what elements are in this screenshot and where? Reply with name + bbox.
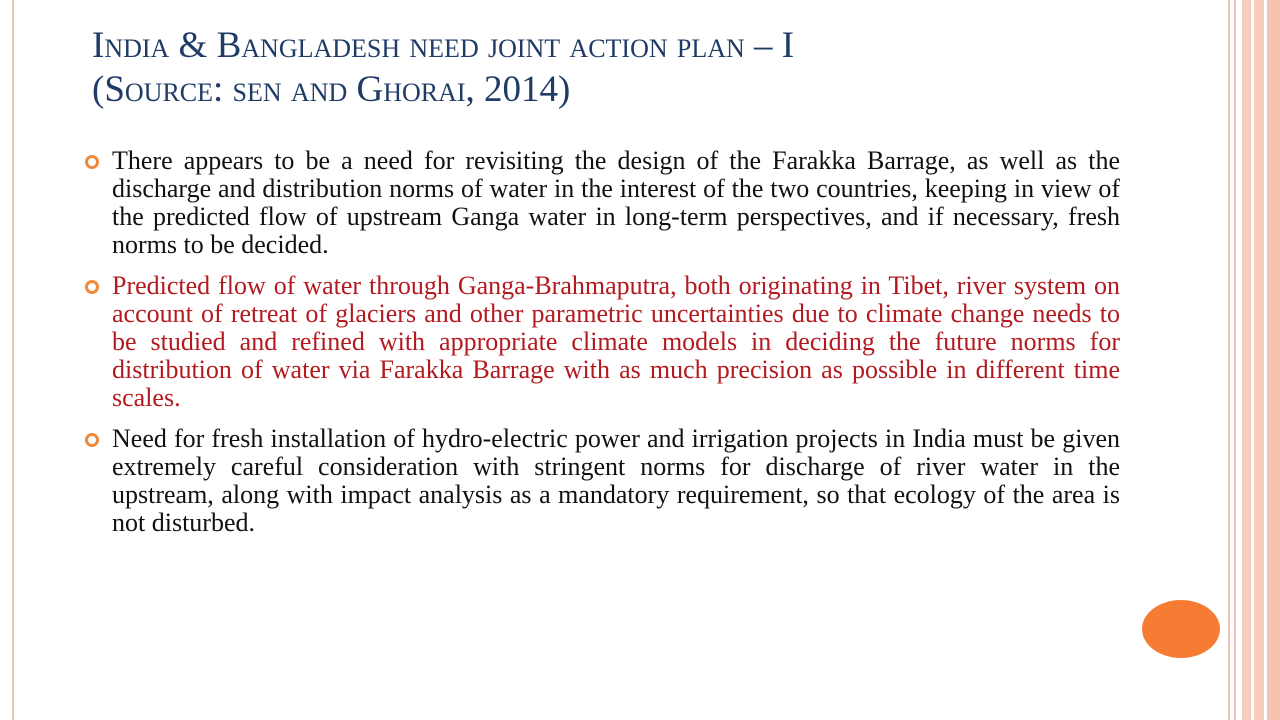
stripe xyxy=(1267,0,1280,720)
bullet-text: Need for fresh installation of hydro-electric power and irrigation projects in India must be given extremely careful consideration with stringent norms for discharge of river water in the upstream, along with impact analysis as a mandatory requirement, so that ecology of the area is not disturbed. xyxy=(112,424,1120,537)
bullet-text: Predicted flow of water through Ganga-Brahmaputra, both originating in Tibet, river system on account of retreat of glaciers and other parametric uncertainties due to climate change needs to be studied and refined with appropriate climate models in deciding the future norms for distribution of water via Farakka Barrage with as much precision as possible in different time scales. xyxy=(112,271,1120,412)
ring-bullet-icon xyxy=(85,433,99,447)
bullet-text: There appears to be a need for revisiting the design of the Farakka Barrage, as well as the discharge and distribution norms of water in the interest of the two countries, keeping in view of the predicted flow of upstream Ganga water in long-term perspectives, and if necessary, fresh norms to be decided. xyxy=(112,146,1120,259)
bullet-item xyxy=(82,425,1120,537)
stripe xyxy=(1228,0,1236,720)
bullet-list xyxy=(82,147,1120,550)
title-line-1: India & Bangladesh need joint action plan – I xyxy=(92,25,795,66)
ring-bullet-icon xyxy=(85,155,99,169)
stripe xyxy=(1242,0,1251,720)
slide-title xyxy=(92,24,1132,112)
right-decorative-stripes xyxy=(1228,0,1280,720)
title-line-2: (Source: sen and Ghorai, 2014) xyxy=(92,69,571,110)
bullet-item xyxy=(82,147,1120,259)
stripe xyxy=(1254,0,1264,720)
left-frame-line xyxy=(12,0,14,720)
bullet-item xyxy=(82,272,1120,412)
decorative-orange-circle xyxy=(1142,600,1220,658)
ring-bullet-icon xyxy=(85,280,99,294)
